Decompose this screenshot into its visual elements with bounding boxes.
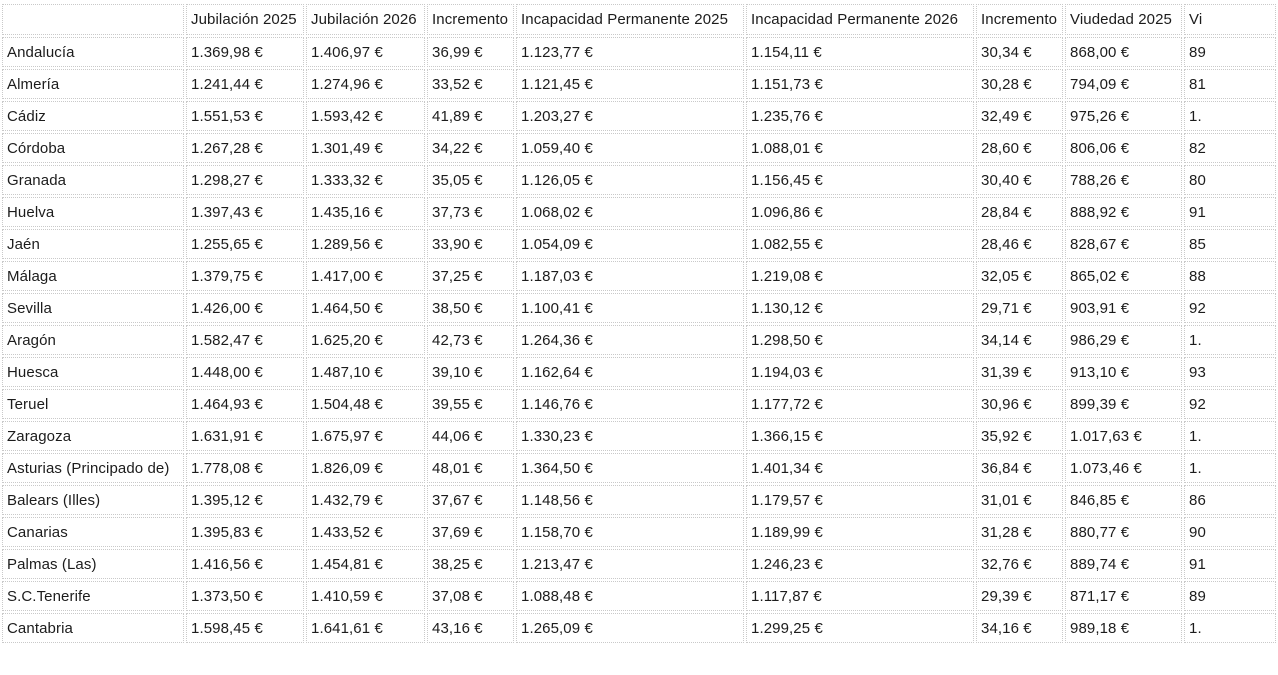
value-cell: 92 bbox=[1184, 389, 1276, 419]
region-cell: Huesca bbox=[2, 357, 184, 387]
value-cell: 794,09 € bbox=[1065, 69, 1182, 99]
table-row bbox=[2, 165, 1276, 195]
value-cell: 1.126,05 € bbox=[516, 165, 744, 195]
value-cell: 1.379,75 € bbox=[186, 261, 304, 291]
value-cell: 1.826,09 € bbox=[306, 453, 425, 483]
value-cell: 1.432,79 € bbox=[306, 485, 425, 515]
value-cell: 828,67 € bbox=[1065, 229, 1182, 259]
value-cell: 1.330,23 € bbox=[516, 421, 744, 451]
value-cell: 30,96 € bbox=[976, 389, 1063, 419]
value-cell: 1. bbox=[1184, 453, 1276, 483]
column-header: Vi bbox=[1184, 4, 1276, 35]
region-cell: Aragón bbox=[2, 325, 184, 355]
value-cell: 1.213,47 € bbox=[516, 549, 744, 579]
value-cell: 888,92 € bbox=[1065, 197, 1182, 227]
value-cell: 1.130,12 € bbox=[746, 293, 974, 323]
value-cell: 1.156,45 € bbox=[746, 165, 974, 195]
value-cell: 31,01 € bbox=[976, 485, 1063, 515]
table-row bbox=[2, 421, 1276, 451]
region-cell: Palmas (Las) bbox=[2, 549, 184, 579]
value-cell: 880,77 € bbox=[1065, 517, 1182, 547]
value-cell: 1.096,86 € bbox=[746, 197, 974, 227]
value-cell: 1.203,27 € bbox=[516, 101, 744, 131]
value-cell: 1.146,76 € bbox=[516, 389, 744, 419]
value-cell: 28,60 € bbox=[976, 133, 1063, 163]
value-cell: 37,25 € bbox=[427, 261, 514, 291]
value-cell: 1.464,50 € bbox=[306, 293, 425, 323]
column-header: Jubilación 2026 bbox=[306, 4, 425, 35]
value-cell: 1.435,16 € bbox=[306, 197, 425, 227]
value-cell: 1.395,83 € bbox=[186, 517, 304, 547]
value-cell: 42,73 € bbox=[427, 325, 514, 355]
value-cell: 41,89 € bbox=[427, 101, 514, 131]
value-cell: 89 bbox=[1184, 37, 1276, 67]
value-cell: 1.148,56 € bbox=[516, 485, 744, 515]
value-cell: 32,76 € bbox=[976, 549, 1063, 579]
value-cell: 1.267,28 € bbox=[186, 133, 304, 163]
value-cell: 1.464,93 € bbox=[186, 389, 304, 419]
value-cell: 986,29 € bbox=[1065, 325, 1182, 355]
value-cell: 1.162,64 € bbox=[516, 357, 744, 387]
value-cell: 1.054,09 € bbox=[516, 229, 744, 259]
value-cell: 1.255,65 € bbox=[186, 229, 304, 259]
table-header bbox=[2, 4, 1276, 35]
value-cell: 989,18 € bbox=[1065, 613, 1182, 643]
value-cell: 34,16 € bbox=[976, 613, 1063, 643]
region-cell: Andalucía bbox=[2, 37, 184, 67]
value-cell: 1.448,00 € bbox=[186, 357, 304, 387]
value-cell: 1.068,02 € bbox=[516, 197, 744, 227]
value-cell: 33,52 € bbox=[427, 69, 514, 99]
value-cell: 35,05 € bbox=[427, 165, 514, 195]
value-cell: 89 bbox=[1184, 581, 1276, 611]
table-row bbox=[2, 133, 1276, 163]
value-cell: 1.100,41 € bbox=[516, 293, 744, 323]
value-cell: 1.778,08 € bbox=[186, 453, 304, 483]
value-cell: 31,28 € bbox=[976, 517, 1063, 547]
value-cell: 1.194,03 € bbox=[746, 357, 974, 387]
value-cell: 37,69 € bbox=[427, 517, 514, 547]
value-cell: 1.373,50 € bbox=[186, 581, 304, 611]
value-cell: 903,91 € bbox=[1065, 293, 1182, 323]
region-cell: Asturias (Principado de) bbox=[2, 453, 184, 483]
table-row bbox=[2, 581, 1276, 611]
value-cell: 48,01 € bbox=[427, 453, 514, 483]
value-cell: 1.504,48 € bbox=[306, 389, 425, 419]
region-cell: Córdoba bbox=[2, 133, 184, 163]
value-cell: 80 bbox=[1184, 165, 1276, 195]
value-cell: 871,17 € bbox=[1065, 581, 1182, 611]
value-cell: 1.298,27 € bbox=[186, 165, 304, 195]
value-cell: 1.246,23 € bbox=[746, 549, 974, 579]
value-cell: 1.189,99 € bbox=[746, 517, 974, 547]
value-cell: 38,50 € bbox=[427, 293, 514, 323]
table-row bbox=[2, 613, 1276, 643]
value-cell: 38,25 € bbox=[427, 549, 514, 579]
value-cell: 1. bbox=[1184, 101, 1276, 131]
value-cell: 1.631,91 € bbox=[186, 421, 304, 451]
table-row bbox=[2, 229, 1276, 259]
value-cell: 1.235,76 € bbox=[746, 101, 974, 131]
value-cell: 1.416,56 € bbox=[186, 549, 304, 579]
value-cell: 1.369,98 € bbox=[186, 37, 304, 67]
column-header: Jubilación 2025 bbox=[186, 4, 304, 35]
table-row bbox=[2, 485, 1276, 515]
value-cell: 34,22 € bbox=[427, 133, 514, 163]
value-cell: 1.158,70 € bbox=[516, 517, 744, 547]
value-cell: 34,14 € bbox=[976, 325, 1063, 355]
value-cell: 37,67 € bbox=[427, 485, 514, 515]
value-cell: 1.073,46 € bbox=[1065, 453, 1182, 483]
value-cell: 788,26 € bbox=[1065, 165, 1182, 195]
value-cell: 1.333,32 € bbox=[306, 165, 425, 195]
value-cell: 1.625,20 € bbox=[306, 325, 425, 355]
value-cell: 30,28 € bbox=[976, 69, 1063, 99]
table-row bbox=[2, 357, 1276, 387]
value-cell: 30,40 € bbox=[976, 165, 1063, 195]
column-header: Incapacidad Permanente 2025 bbox=[516, 4, 744, 35]
value-cell: 1.265,09 € bbox=[516, 613, 744, 643]
region-cell: Cádiz bbox=[2, 101, 184, 131]
value-cell: 1. bbox=[1184, 613, 1276, 643]
value-cell: 1.187,03 € bbox=[516, 261, 744, 291]
value-cell: 31,39 € bbox=[976, 357, 1063, 387]
value-cell: 1.241,44 € bbox=[186, 69, 304, 99]
value-cell: 1.179,57 € bbox=[746, 485, 974, 515]
value-cell: 889,74 € bbox=[1065, 549, 1182, 579]
value-cell: 868,00 € bbox=[1065, 37, 1182, 67]
region-cell: Málaga bbox=[2, 261, 184, 291]
value-cell: 82 bbox=[1184, 133, 1276, 163]
column-header: Viudedad 2025 bbox=[1065, 4, 1182, 35]
table-row bbox=[2, 101, 1276, 131]
value-cell: 1.426,00 € bbox=[186, 293, 304, 323]
value-cell: 1.366,15 € bbox=[746, 421, 974, 451]
table-row bbox=[2, 549, 1276, 579]
value-cell: 865,02 € bbox=[1065, 261, 1182, 291]
value-cell: 36,99 € bbox=[427, 37, 514, 67]
value-cell: 30,34 € bbox=[976, 37, 1063, 67]
value-cell: 1.151,73 € bbox=[746, 69, 974, 99]
value-cell: 1.593,42 € bbox=[306, 101, 425, 131]
value-cell: 1.154,11 € bbox=[746, 37, 974, 67]
value-cell: 37,08 € bbox=[427, 581, 514, 611]
value-cell: 1.123,77 € bbox=[516, 37, 744, 67]
column-header-region bbox=[2, 4, 184, 35]
value-cell: 1.397,43 € bbox=[186, 197, 304, 227]
value-cell: 1.410,59 € bbox=[306, 581, 425, 611]
column-header: Incremento bbox=[976, 4, 1063, 35]
value-cell: 1.433,52 € bbox=[306, 517, 425, 547]
value-cell: 1.264,36 € bbox=[516, 325, 744, 355]
value-cell: 39,10 € bbox=[427, 357, 514, 387]
value-cell: 1. bbox=[1184, 421, 1276, 451]
value-cell: 92 bbox=[1184, 293, 1276, 323]
value-cell: 93 bbox=[1184, 357, 1276, 387]
value-cell: 1.274,96 € bbox=[306, 69, 425, 99]
value-cell: 1.289,56 € bbox=[306, 229, 425, 259]
value-cell: 28,84 € bbox=[976, 197, 1063, 227]
table-row bbox=[2, 389, 1276, 419]
value-cell: 1.059,40 € bbox=[516, 133, 744, 163]
table-row bbox=[2, 293, 1276, 323]
region-cell: Cantabria bbox=[2, 613, 184, 643]
value-cell: 39,55 € bbox=[427, 389, 514, 419]
value-cell: 1.177,72 € bbox=[746, 389, 974, 419]
region-cell: S.C.Tenerife bbox=[2, 581, 184, 611]
value-cell: 32,05 € bbox=[976, 261, 1063, 291]
value-cell: 1.551,53 € bbox=[186, 101, 304, 131]
value-cell: 43,16 € bbox=[427, 613, 514, 643]
table-row bbox=[2, 325, 1276, 355]
value-cell: 29,39 € bbox=[976, 581, 1063, 611]
table-row bbox=[2, 261, 1276, 291]
region-cell: Canarias bbox=[2, 517, 184, 547]
pension-table bbox=[0, 2, 1278, 645]
value-cell: 1.454,81 € bbox=[306, 549, 425, 579]
value-cell: 1.299,25 € bbox=[746, 613, 974, 643]
table-row bbox=[2, 517, 1276, 547]
value-cell: 1.401,34 € bbox=[746, 453, 974, 483]
table-row bbox=[2, 69, 1276, 99]
value-cell: 846,85 € bbox=[1065, 485, 1182, 515]
value-cell: 1.406,97 € bbox=[306, 37, 425, 67]
value-cell: 806,06 € bbox=[1065, 133, 1182, 163]
value-cell: 1.675,97 € bbox=[306, 421, 425, 451]
value-cell: 1.417,00 € bbox=[306, 261, 425, 291]
value-cell: 29,71 € bbox=[976, 293, 1063, 323]
region-cell: Granada bbox=[2, 165, 184, 195]
region-cell: Zaragoza bbox=[2, 421, 184, 451]
value-cell: 44,06 € bbox=[427, 421, 514, 451]
value-cell: 975,26 € bbox=[1065, 101, 1182, 131]
value-cell: 1.487,10 € bbox=[306, 357, 425, 387]
value-cell: 1.395,12 € bbox=[186, 485, 304, 515]
value-cell: 1.641,61 € bbox=[306, 613, 425, 643]
value-cell: 1.082,55 € bbox=[746, 229, 974, 259]
value-cell: 1.582,47 € bbox=[186, 325, 304, 355]
value-cell: 1.017,63 € bbox=[1065, 421, 1182, 451]
value-cell: 33,90 € bbox=[427, 229, 514, 259]
region-cell: Teruel bbox=[2, 389, 184, 419]
value-cell: 1.364,50 € bbox=[516, 453, 744, 483]
value-cell: 1.121,45 € bbox=[516, 69, 744, 99]
value-cell: 91 bbox=[1184, 197, 1276, 227]
table-row bbox=[2, 197, 1276, 227]
value-cell: 1.088,48 € bbox=[516, 581, 744, 611]
region-cell: Balears (Illes) bbox=[2, 485, 184, 515]
region-cell: Jaén bbox=[2, 229, 184, 259]
value-cell: 36,84 € bbox=[976, 453, 1063, 483]
value-cell: 1.598,45 € bbox=[186, 613, 304, 643]
value-cell: 37,73 € bbox=[427, 197, 514, 227]
region-cell: Huelva bbox=[2, 197, 184, 227]
value-cell: 90 bbox=[1184, 517, 1276, 547]
table-row bbox=[2, 453, 1276, 483]
column-header: Incremento bbox=[427, 4, 514, 35]
value-cell: 32,49 € bbox=[976, 101, 1063, 131]
value-cell: 899,39 € bbox=[1065, 389, 1182, 419]
value-cell: 1.088,01 € bbox=[746, 133, 974, 163]
value-cell: 913,10 € bbox=[1065, 357, 1182, 387]
table-row bbox=[2, 37, 1276, 67]
table-body bbox=[2, 37, 1276, 643]
value-cell: 1. bbox=[1184, 325, 1276, 355]
value-cell: 1.298,50 € bbox=[746, 325, 974, 355]
value-cell: 85 bbox=[1184, 229, 1276, 259]
value-cell: 81 bbox=[1184, 69, 1276, 99]
value-cell: 35,92 € bbox=[976, 421, 1063, 451]
value-cell: 1.117,87 € bbox=[746, 581, 974, 611]
value-cell: 1.301,49 € bbox=[306, 133, 425, 163]
column-header: Incapacidad Permanente 2026 bbox=[746, 4, 974, 35]
value-cell: 28,46 € bbox=[976, 229, 1063, 259]
value-cell: 91 bbox=[1184, 549, 1276, 579]
value-cell: 1.219,08 € bbox=[746, 261, 974, 291]
region-cell: Sevilla bbox=[2, 293, 184, 323]
value-cell: 88 bbox=[1184, 261, 1276, 291]
value-cell: 86 bbox=[1184, 485, 1276, 515]
header-row bbox=[2, 4, 1276, 35]
region-cell: Almería bbox=[2, 69, 184, 99]
